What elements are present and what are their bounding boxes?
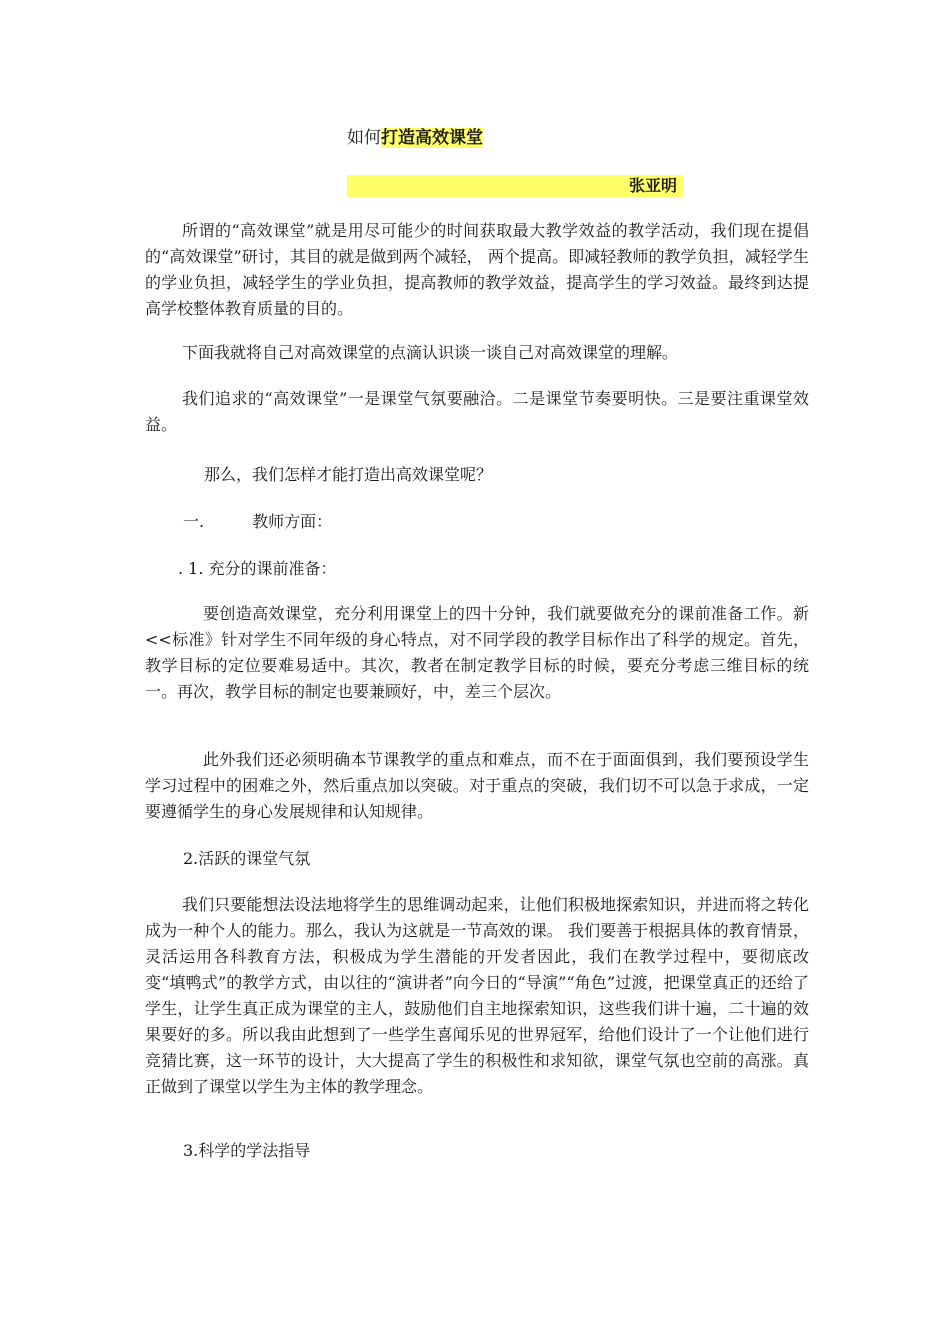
- paragraph-intro: 下面我就将自己对高效课堂的点滴认识谈一谈自己对高效课堂的理解。: [182, 343, 679, 362]
- paragraph-preparation: 要创造高效课堂，充分利用课堂上的四十分钟，我们就要做充分的课前准备工作。新<<标准》针对学生不同年级的身心特点，对不同学段的教学目标作出了科学的规定。首先，教学目标的定位要难易适中。其次，教者在制定教学目标的时候，要充分考虑三维目标的统一。再次，教学目标的制定也要兼顾好，中，差三个层次。: [145, 604, 809, 701]
- paragraph-goals: 我们追求的“高效课堂”一是课堂气氛要融洽。二是课堂节奏要明快。三是要注重课堂效益。: [145, 389, 809, 434]
- paragraph-key-points: 此外我们还必须明确本节课教学的重点和难点，而不在于面面俱到，我们要预设学生学习过程中的困难之外，然后重点加以突破。对于重点的突破，我们切不可以急于求成，一定要遵循学生的身心发展规律和认知规律。: [145, 750, 809, 821]
- title-prefix: 如何: [347, 128, 381, 148]
- paragraph-question: 那么，我们怎样才能打造出高效课堂呢？: [204, 465, 493, 484]
- section-label: 教师方面：: [252, 512, 333, 531]
- author-name: 张亚明: [628, 176, 677, 195]
- paragraph-definition: 所谓的“高效课堂”就是用尽可能少的时间获取最大教学效益的教学活动，我们现在提倡的“高效课堂”研讨，其目的就是做到两个减轻， 两个提高。即减轻教师的教学负担，减轻学生的学业负担，减轻学生的学业负担，提高教师的教学效益，提高学生的学习效益。最终到达提高学校整体教育质量的目的。: [145, 221, 809, 318]
- subheading-preparation: . 1. 充分的课前准备：: [178, 559, 337, 578]
- section-heading-teacher: [183, 509, 332, 535]
- paragraph-atmosphere: 我们只要能想法设法地将学生的思维调动起来，让他们积极地探索知识，并进而将之转化成为一种个人的能力。那么，我认为这就是一节高效的课。 我们要善于根据具体的教育情景，灵活运用各科教育方法，积极成为学生潜能的开发者因此，我们在教学过程中，要彻底改变“填鸭式”的教学方式，由以往的“演讲者”向今日的“导演”“角色”过渡，把课堂真正的还给了学生，让学生真正成为课堂的主人，鼓励他们自主地探索知识，这些我们讲十遍，二十遍的效果要好的多。所以我由此想到了一些学生喜闻乐见的世界冠军，给他们设计了一个让他们进行竞猜比赛，这一环节的设计，大大提高了学生的积极性和求知欲，课堂气氛也空前的高涨。真正做到了课堂以学生为主体的教学理念。: [145, 895, 809, 1096]
- document-title: [347, 126, 483, 150]
- title-highlighted: 打造高效课堂: [381, 128, 483, 148]
- section-number: 一.: [183, 512, 205, 531]
- subheading-study-guidance: 3.科学的学法指导: [183, 1141, 311, 1160]
- author-highlight-bar: [347, 175, 683, 197]
- subheading-atmosphere: 2.活跃的课堂气氛: [183, 849, 311, 868]
